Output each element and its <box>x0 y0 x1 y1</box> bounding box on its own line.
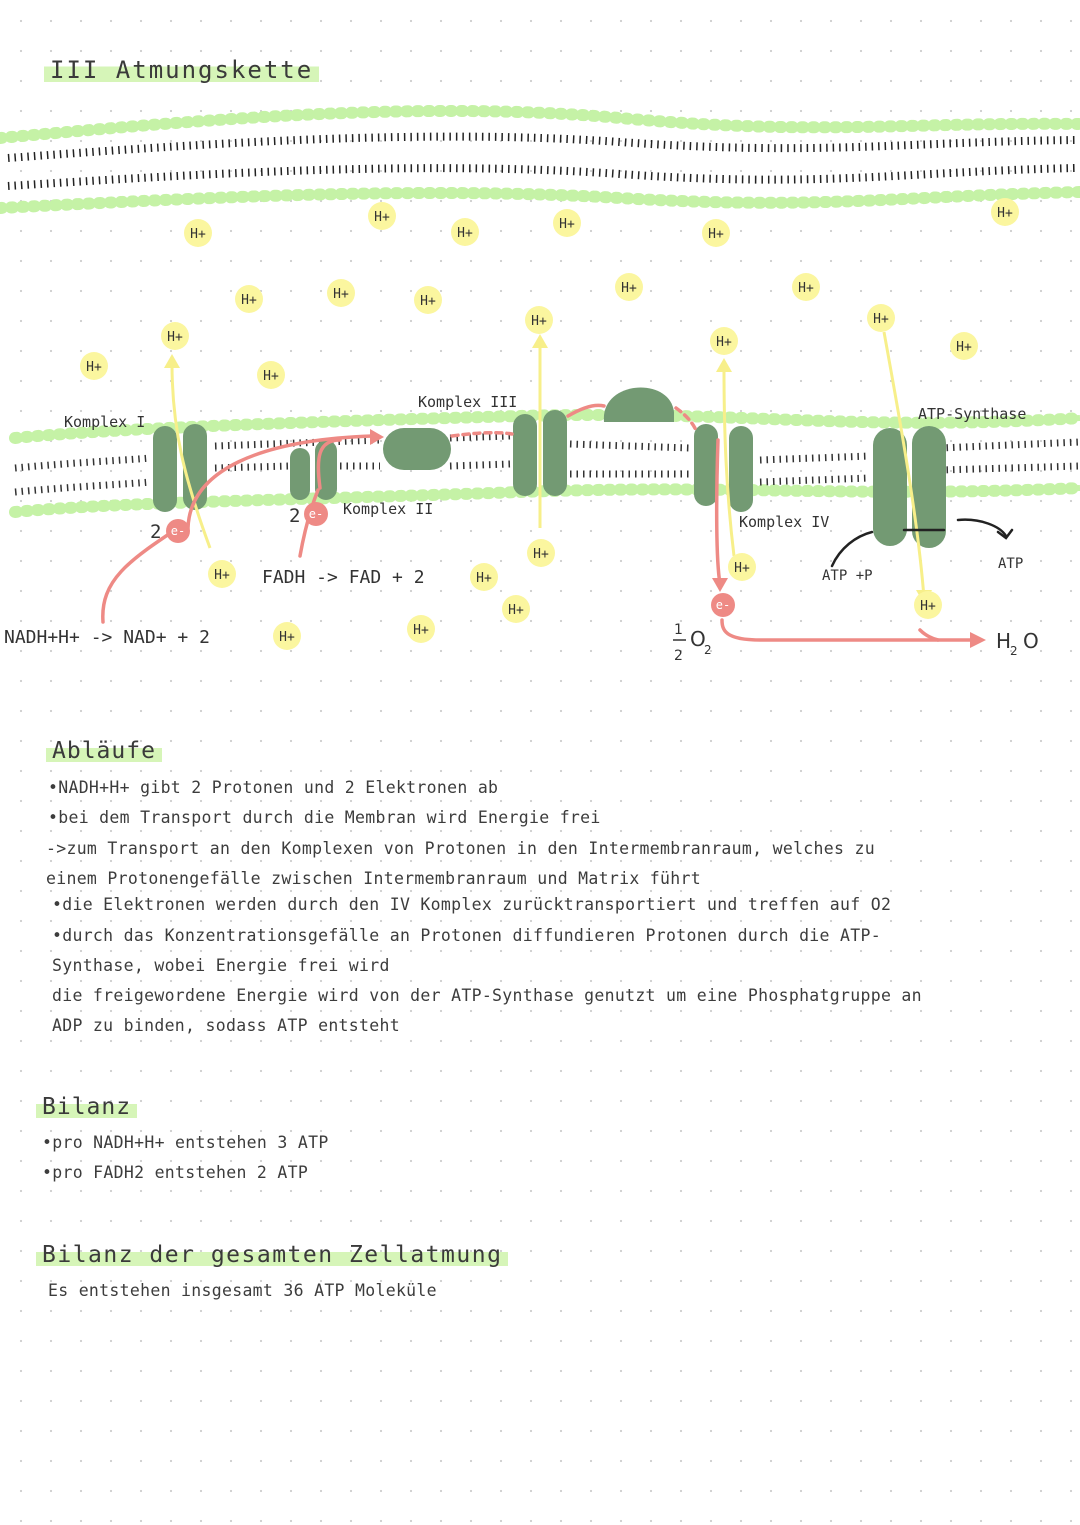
proton-label: H+ <box>708 227 724 242</box>
proton-bubble <box>327 279 355 307</box>
proton-bubble <box>451 218 479 246</box>
water-label <box>996 629 1039 658</box>
proton-bubble <box>414 286 442 314</box>
proton-bubble <box>867 304 895 332</box>
ablaeufe-line: •bei dem Transport durch die Membran wird Energie frei <box>48 808 601 827</box>
fadh-equation: FADH -> FAD + 2 <box>262 567 425 588</box>
svg-text:2: 2 <box>704 643 712 657</box>
proton-label: H+ <box>374 210 390 225</box>
proton-bubble <box>502 595 530 623</box>
atp-p-label: ATP +P <box>822 568 873 584</box>
proton-bubble <box>728 553 756 581</box>
oxygen-label <box>673 622 712 664</box>
bilanz-line: •pro NADH+H+ entstehen 3 ATP <box>42 1133 329 1152</box>
svg-text:O: O <box>690 627 706 651</box>
proton-label: H+ <box>531 314 547 329</box>
proton-label: H+ <box>873 312 889 327</box>
svg-text:2: 2 <box>674 648 683 664</box>
proton-label: H+ <box>279 630 295 645</box>
proton-label: H+ <box>263 369 279 384</box>
electron-label: e- <box>170 524 186 538</box>
proton-label: H+ <box>956 340 972 355</box>
ablaeufe-line: •die Elektronen werden durch den IV Komplex zurücktransportiert und treffen auf O2 <box>52 895 892 914</box>
ablaeufe-line: ->zum Transport an den Komplexen von Protonen in den Intermembranraum, welches zu <box>46 839 875 858</box>
gesamt-heading: Bilanz der gesamten Zellatmung <box>36 1242 508 1268</box>
electron-bubble <box>166 519 190 543</box>
proton-label: H+ <box>559 217 575 232</box>
bilanz-heading: Bilanz <box>36 1094 137 1120</box>
complex-3-label: Komplex III <box>418 393 518 411</box>
proton-label: H+ <box>533 547 549 562</box>
proton-label: H+ <box>716 335 732 350</box>
proton-label: H+ <box>167 330 183 345</box>
atp-label: ATP <box>998 556 1024 572</box>
proton-bubble <box>792 273 820 301</box>
ablaeufe-line: •durch das Konzentrationsgefälle an Protonen diffundieren Protonen durch die ATP- <box>52 926 881 945</box>
proton-label: H+ <box>333 287 349 302</box>
proton-bubble <box>527 539 555 567</box>
proton-bubble <box>235 285 263 313</box>
complex-2-label: Komplex II <box>343 500 434 518</box>
proton-label: H+ <box>476 571 492 586</box>
proton-label: H+ <box>214 568 230 583</box>
proton-label: H+ <box>920 599 936 614</box>
electron-label: e- <box>308 507 324 521</box>
electron-transport-chain-diagram <box>0 90 1080 690</box>
ablaeufe-line: •NADH+H+ gibt 2 Protonen und 2 Elektronen ab <box>48 778 499 797</box>
proton-bubble <box>407 615 435 643</box>
page-title: III Atmungskette <box>44 56 319 84</box>
proton-label: H+ <box>734 561 750 576</box>
ablaeufe-line: ADP zu binden, sodass ATP entsteht <box>52 1016 400 1035</box>
svg-text:H: H <box>996 629 1012 653</box>
proton-label: H+ <box>457 226 473 241</box>
proton-label: H+ <box>621 281 637 296</box>
ablaeufe-heading: Abläufe <box>46 738 162 764</box>
proton-bubble <box>208 560 236 588</box>
ablaeufe-line: die freigewordene Energie wird von der ATP-Synthase genutzt um eine Phosphatgruppe an <box>52 986 922 1005</box>
electron-layer <box>166 502 735 617</box>
proton-bubble <box>615 273 643 301</box>
proton-bubble <box>950 332 978 360</box>
proton-bubble <box>525 306 553 334</box>
cytochrome-c-protein <box>604 388 674 422</box>
proton-bubble <box>914 591 942 619</box>
proton-label: H+ <box>241 293 257 308</box>
proton-bubble <box>80 352 108 380</box>
proton-bubble <box>368 202 396 230</box>
complex-1-label: Komplex I <box>64 413 146 431</box>
proton-label: H+ <box>508 603 524 618</box>
proton-label: H+ <box>190 227 206 242</box>
bilanz-line: •pro FADH2 entstehen 2 ATP <box>42 1163 309 1182</box>
complex-4-label: Komplex IV <box>739 513 830 531</box>
svg-text:1: 1 <box>674 622 683 638</box>
proton-bubble <box>184 219 212 247</box>
proton-label: H+ <box>420 294 436 309</box>
proton-label: H+ <box>997 206 1013 221</box>
electron-count-2: 2 <box>289 505 301 527</box>
electron-bubble <box>304 502 328 526</box>
proton-label: H+ <box>798 281 814 296</box>
proton-bubble <box>710 327 738 355</box>
proton-bubble <box>702 219 730 247</box>
proton-label: H+ <box>413 623 429 638</box>
gesamt-text: Es entstehen insgesamt 36 ATP Moleküle <box>48 1281 437 1300</box>
outer-membrane <box>0 111 1080 208</box>
electron-bubble <box>711 593 735 617</box>
proton-label: H+ <box>86 360 102 375</box>
electron-count-1: 2 <box>150 521 162 543</box>
electron-label: e- <box>715 598 731 612</box>
complex-2-protein <box>290 440 337 500</box>
proton-bubble <box>553 209 581 237</box>
svg-text:2: 2 <box>1010 644 1018 658</box>
proton-bubble <box>273 622 301 650</box>
nadh-equation: NADH+H+ -> NAD+ + 2 <box>4 627 210 648</box>
svg-text:O: O <box>1023 629 1039 653</box>
proton-bubble <box>470 563 498 591</box>
ablaeufe-line: einem Protonengefälle zwischen Intermembranraum und Matrix führt <box>46 869 701 888</box>
proton-bubble <box>161 322 189 350</box>
complex-4-protein <box>694 424 753 512</box>
ablaeufe-line: Synthase, wobei Energie frei wird <box>52 956 390 975</box>
proton-bubble <box>257 361 285 389</box>
atp-synthase-label: ATP-Synthase <box>918 405 1027 423</box>
proton-bubble <box>991 198 1019 226</box>
